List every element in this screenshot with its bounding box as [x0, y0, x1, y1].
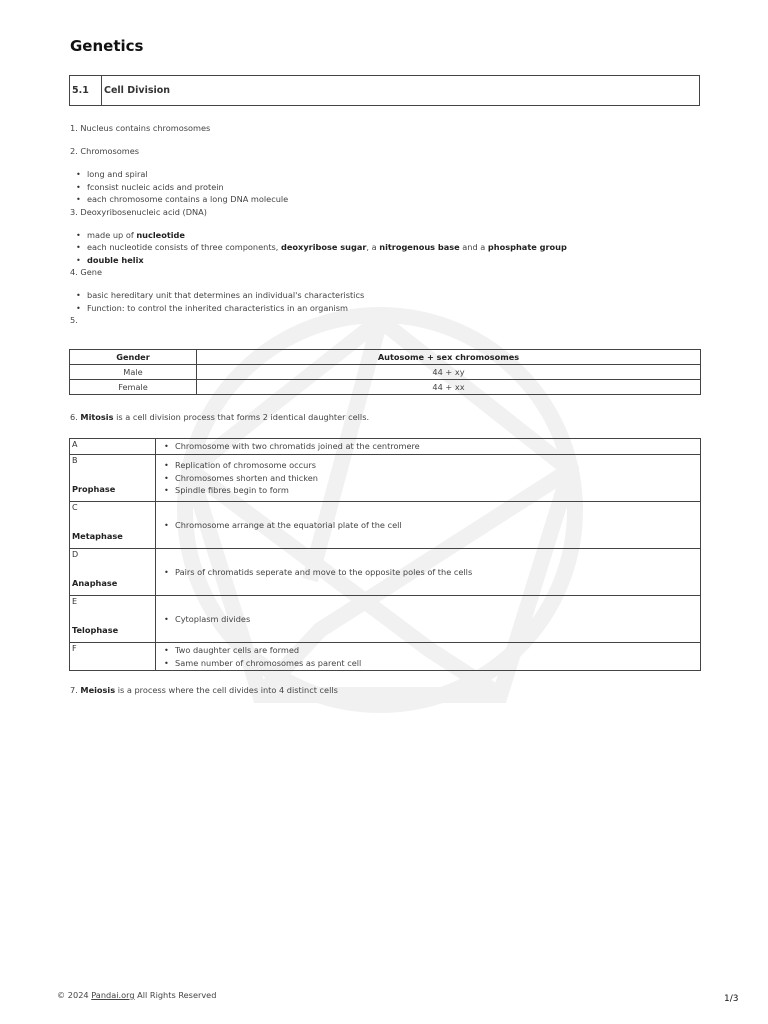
note-1: 1. Nucleus contains chromosomes [70, 123, 211, 133]
stage-letter: C [72, 503, 78, 512]
section-number: 5.1 [70, 76, 102, 105]
stage-cell [70, 549, 156, 596]
document-title: Genetics [70, 37, 144, 55]
stage-letter: D [72, 550, 79, 559]
stage-description [156, 502, 701, 549]
table-row [70, 439, 701, 455]
table-cell: 44 + xy [197, 365, 701, 380]
list-item: • Same number of chromosomes as parent cell [164, 657, 698, 670]
mitosis-note: 6. Mitosis is a cell division process that forms 2 identical daughter cells. [70, 412, 370, 422]
stage-letter: A [72, 440, 78, 449]
stage-cell [70, 439, 156, 455]
list-item: • Chromosome arrange at the equatorial plate of the cell [164, 519, 698, 532]
list-item: • each nucleotide consists of three components, deoxyribose sugar, a nitrogenous base and a phosphate group [76, 241, 700, 254]
list-item: • Replication of chromosome occurs [164, 459, 698, 472]
stage-name: Prophase [72, 484, 116, 494]
stage-description [156, 643, 701, 671]
table-row [70, 365, 701, 380]
note-3: 3. Deoxyribosenucleic acid (DNA) [70, 206, 207, 217]
mitosis-stages-table [69, 438, 701, 671]
note-2: 2. Chromosomes [70, 146, 140, 156]
list-item: • Pairs of chromatids seperate and move to the opposite poles of the cells [164, 566, 698, 579]
page-number: 1/3 [724, 994, 739, 1004]
meiosis-note: 7. Meiosis is a process where the cell divides into 4 distinct cells [70, 685, 338, 695]
stage-description [156, 439, 701, 455]
chromosome-bullets [70, 168, 700, 206]
table-cell: Female [70, 380, 197, 395]
stage-name: Metaphase [72, 531, 123, 541]
stage-description [156, 455, 701, 502]
list-item: • Two daughter cells are formed [164, 644, 698, 657]
stage-letter: F [72, 644, 77, 653]
dna-bullets [70, 229, 700, 267]
list-item: • Chromosome with two chromatids joined at the centromere [164, 440, 698, 453]
table-row [70, 455, 701, 502]
gender-chromosome-table [69, 349, 701, 395]
list-item: • Spindle fibres begin to form [164, 484, 698, 497]
table-cell: 44 + xx [197, 380, 701, 395]
table-row [70, 596, 701, 643]
list-item: • fconsist nucleic acids and protein [76, 181, 700, 194]
list-item: • long and spiral [76, 168, 700, 181]
stage-cell [70, 596, 156, 643]
note-5: 5. [70, 315, 78, 325]
table-row [70, 502, 701, 549]
footer-copyright: © 2024 Pandai.org All Rights Reserved [57, 990, 217, 1000]
note-4: 4. Gene [70, 267, 103, 277]
stage-letter: E [72, 597, 78, 606]
list-item: • double helix [76, 254, 700, 267]
notes-content [70, 122, 700, 326]
column-header: Autosome + sex chromosomes [197, 350, 701, 365]
list-item: • Cytoplasm divides [164, 613, 698, 626]
list-item: • each chromosome contains a long DNA molecule [76, 193, 700, 206]
footer-link[interactable]: Pandai.org [91, 990, 135, 1000]
stage-description [156, 549, 701, 596]
stage-cell [70, 643, 156, 671]
column-header: Gender [70, 350, 197, 365]
stage-name: Anaphase [72, 578, 118, 588]
section-header [69, 75, 700, 106]
table-row [70, 643, 701, 671]
table-header-row [70, 350, 701, 365]
list-item: • Function: to control the inherited characteristics in an organism [76, 302, 700, 315]
stage-letter: B [72, 456, 78, 465]
stage-name: Telophase [72, 625, 119, 635]
table-row [70, 549, 701, 596]
stage-description [156, 596, 701, 643]
stage-cell [70, 502, 156, 549]
list-item: • Chromosomes shorten and thicken [164, 472, 698, 485]
table-cell: Male [70, 365, 197, 380]
list-item: • basic hereditary unit that determines an individual's characteristics [76, 289, 700, 302]
table-row [70, 380, 701, 395]
list-item: • made up of nucleotide [76, 229, 700, 242]
stage-cell [70, 455, 156, 502]
section-title: Cell Division [104, 85, 171, 96]
gene-bullets [70, 289, 700, 314]
